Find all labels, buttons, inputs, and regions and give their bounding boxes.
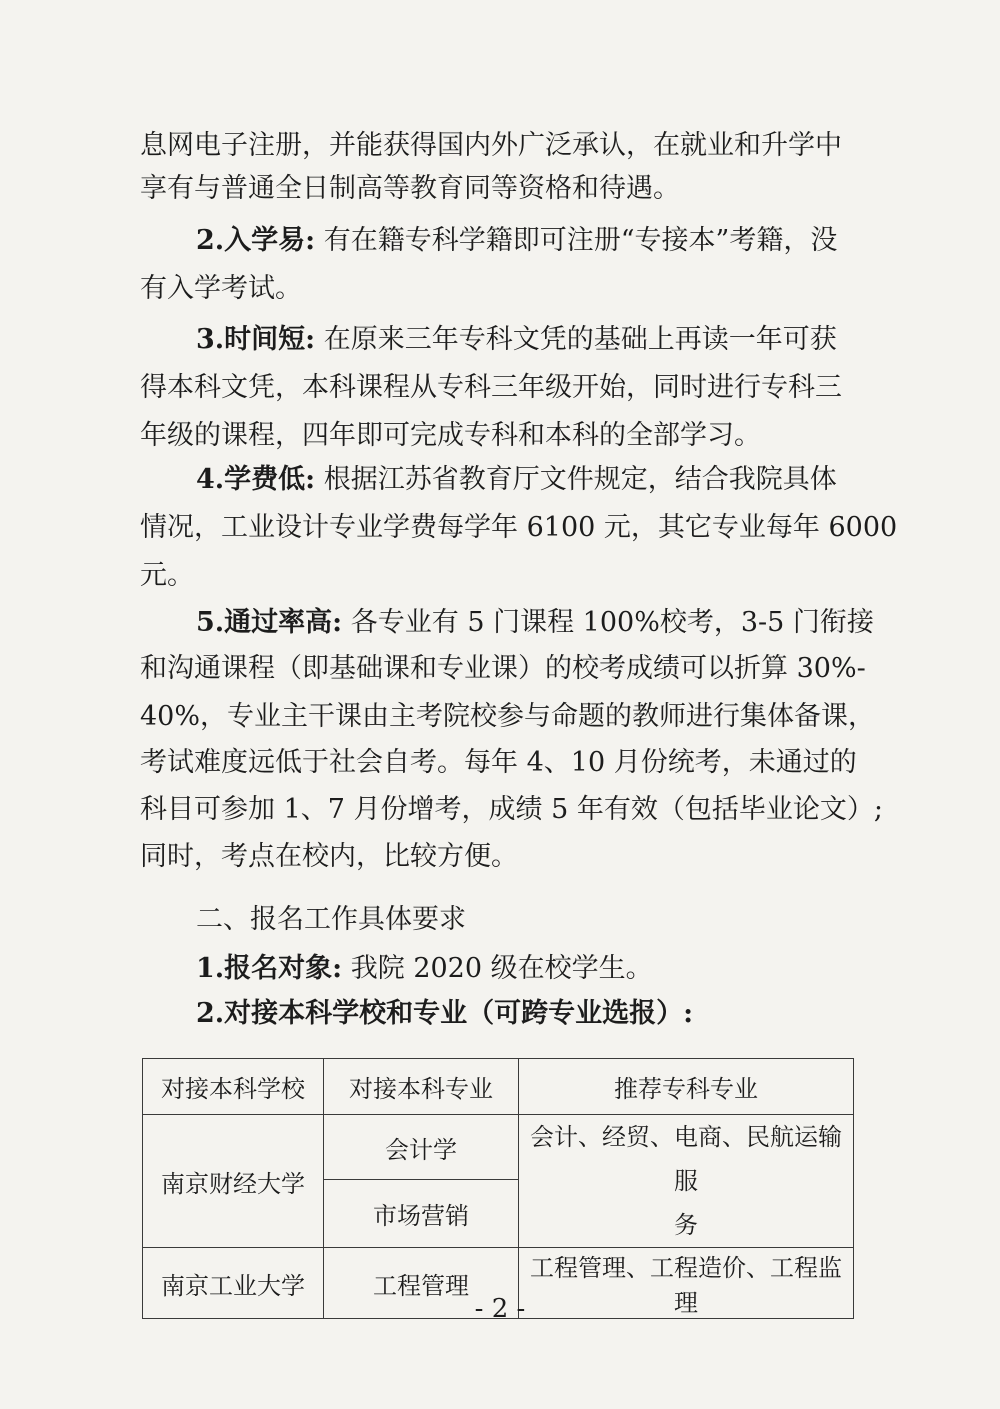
paragraph-text: 有在籍专科学籍即可注册“专接本”考籍，没	[315, 225, 838, 256]
table-cell-recommended: 工程管理、工程造价、工程监理	[519, 1248, 854, 1319]
table-cell-major: 会计学	[324, 1115, 519, 1180]
paragraph-line: 息网电子注册，并能获得国内外广泛承认，在就业和升学中	[140, 130, 842, 161]
table-header-row	[143, 1059, 854, 1115]
paragraph-line: 得本科文凭，本科课程从专科三年级开始，同时进行专科三	[140, 372, 842, 403]
paragraph-text: 各专业有 5 门课程 100%校考，3-5 门衔接	[342, 607, 874, 638]
paragraph-text: 在原来三年专科文凭的基础上再读一年可获	[315, 324, 837, 355]
table-header-cell: 推荐专科专业	[519, 1059, 854, 1115]
paragraph-lead: 2.入学易:	[196, 225, 316, 256]
paragraph-line: 年级的课程，四年即可完成专科和本科的全部学习。	[140, 420, 761, 451]
table-cell-school: 南京工业大学	[143, 1248, 324, 1319]
table-cell-recommended	[519, 1115, 854, 1248]
paragraph-lead: 2.对接本科学校和专业（可跨专业选报）:	[196, 998, 694, 1029]
paragraph-entry-fee	[196, 460, 916, 500]
paragraph-line: 元。	[140, 560, 194, 591]
paragraph-line: 考试难度远低于社会自考。每年 4、10 月份统考，未通过的	[140, 747, 857, 778]
paragraph-entry-easy	[196, 221, 916, 261]
paragraph-lead: 4.学费低:	[196, 464, 316, 495]
paragraph-entry-target	[196, 949, 916, 989]
paragraph-line: 和沟通课程（即基础课和专业课）的校考成绩可以折算 30%-	[140, 653, 866, 684]
table-header-cell: 对接本科专业	[324, 1059, 519, 1115]
table-header-cell: 对接本科学校	[143, 1059, 324, 1115]
paragraph-line: 40%，专业主干课由主考院校参与命题的教师进行集体备课，	[140, 701, 876, 732]
table-cell-major: 工程管理	[324, 1248, 519, 1319]
table-cell-major: 市场营销	[324, 1180, 519, 1248]
paragraph-lead: 5.通过率高:	[196, 607, 343, 638]
paragraph-lead: 1.报名对象:	[196, 953, 343, 984]
paragraph-line: 有入学考试。	[140, 273, 302, 304]
paragraph-line: 情况，工业设计专业学费每学年 6100 元，其它专业每年 6000	[140, 512, 898, 543]
table-row	[143, 1115, 854, 1180]
paragraph-lead: 3.时间短:	[196, 324, 316, 355]
paragraph-text: 根据江苏省教育厅文件规定，结合我院具体	[315, 464, 837, 495]
paragraph-line: 科目可参加 1、7 月份增考，成绩 5 年有效（包括毕业论文）;	[140, 794, 883, 825]
section-heading: 二、报名工作具体要求	[196, 904, 466, 935]
paragraph-line: 享有与普通全日制高等教育同等资格和待遇。	[140, 173, 680, 204]
table-cell-school: 南京财经大学	[143, 1115, 324, 1248]
table-cell-text: 务	[674, 1211, 698, 1239]
table-cell-text: 会计、经贸、电商、民航运输服	[530, 1123, 842, 1195]
paragraph-line: 同时，考点在校内，比较方便。	[140, 841, 518, 872]
paragraph-entry-pass-rate	[196, 603, 916, 643]
paragraph-text: 我院 2020 级在校学生。	[342, 953, 653, 984]
paragraph-entry-schools	[196, 994, 916, 1034]
school-major-table	[142, 1058, 854, 1319]
paragraph-entry-short	[196, 320, 916, 360]
page-number: - 2 -	[474, 1294, 526, 1324]
